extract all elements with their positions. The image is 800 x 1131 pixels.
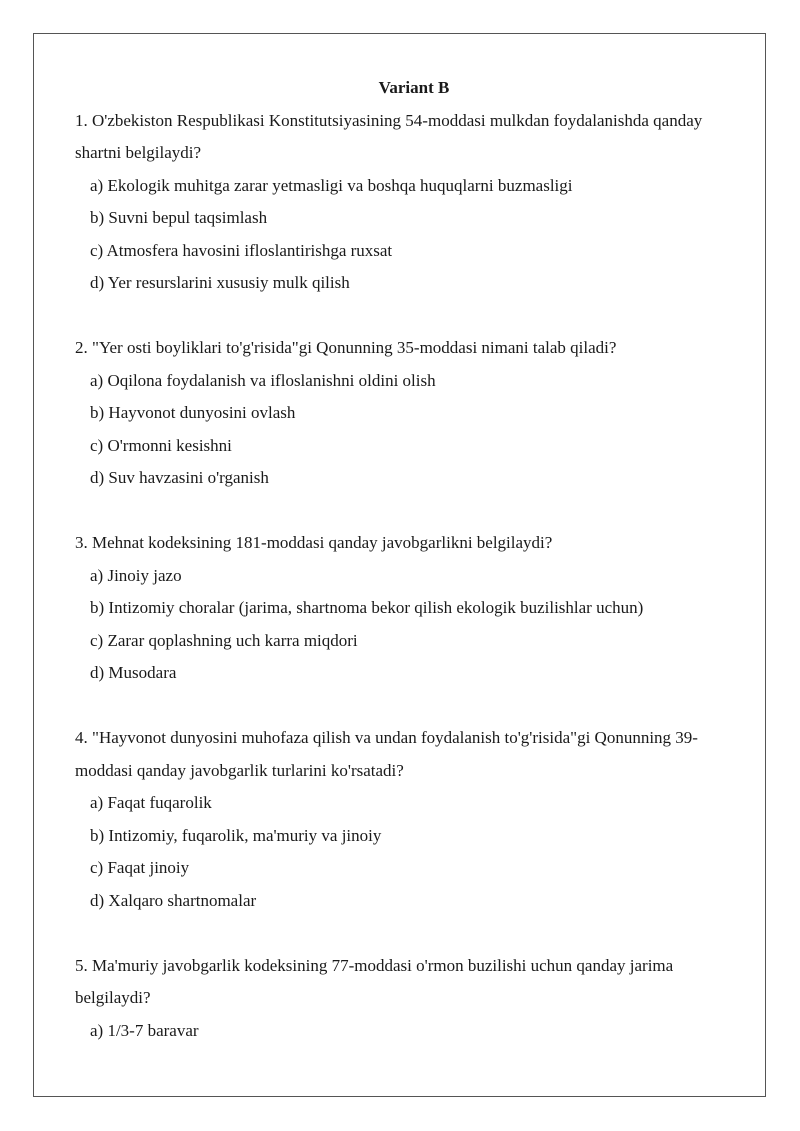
option-a: a) Faqat fuqarolik xyxy=(90,793,212,812)
options-list xyxy=(75,787,745,917)
question-2 xyxy=(75,332,745,495)
spacer xyxy=(75,495,745,528)
option-c: c) Faqat jinoiy xyxy=(90,858,190,877)
question-3 xyxy=(75,527,745,690)
option-d: d) Xalqaro shartnomalar xyxy=(90,890,257,910)
option-d: d) Musodara xyxy=(90,663,177,682)
option-a: a) 1/3-7 baravar xyxy=(90,1020,199,1040)
option-a: a) Ekologik muhitga zarar yetmasligi va boshqa huquqlarni buzmasligi xyxy=(90,175,573,195)
options-list xyxy=(75,365,745,495)
question-5 xyxy=(75,950,745,1048)
option-c: c) O'rmonni kesishni xyxy=(90,435,232,455)
question-text: 5. Ma'muriy javobgarlik kodeksining 77-moddasi o'rmon buzilishi uchun qanday jarima belgilaydi? xyxy=(75,955,674,1007)
options-list xyxy=(75,1015,745,1048)
spacer xyxy=(75,300,745,333)
option-b: b) Suvni bepul taqsimlash xyxy=(90,208,268,227)
option-b: b) Intizomiy, fuqarolik, ma'muriy va jinoiy xyxy=(90,825,382,845)
document-content xyxy=(75,72,745,1047)
spacer xyxy=(75,690,745,723)
document-title: Variant B xyxy=(378,78,450,97)
option-d: d) Suv havzasini o'rganish xyxy=(90,468,269,487)
option-c: c) Atmosfera havosini ifloslantirishga ruxsat xyxy=(90,240,393,260)
spacer xyxy=(75,917,745,950)
question-text: 1. O'zbekiston Respublikasi Konstitutsiyasining 54-moddasi mulkdan foydalanishda qanday shartni belgilaydi? xyxy=(75,110,703,162)
question-text: 3. Mehnat kodeksining 181-moddasi qanday javobgarlikni belgilaydi? xyxy=(75,533,553,552)
option-b: b) Intizomiy choralar (jarima, shartnoma bekor qilish ekologik buzilishlar uchun) xyxy=(90,598,644,617)
options-list xyxy=(75,170,745,300)
options-list xyxy=(75,560,745,690)
option-a: a) Oqilona foydalanish va ifloslanishni oldini olish xyxy=(90,370,436,390)
question-text: 4. "Hayvonot dunyosini muhofaza qilish va undan foydalanish to'g'risida"gi Qonunning 39-moddasi qanday javobgarlik turlarini ko'rsatadi? xyxy=(75,728,698,780)
option-a: a) Jinoiy jazo xyxy=(90,565,182,585)
option-c: c) Zarar qoplashning uch karra miqdori xyxy=(90,630,358,650)
question-4 xyxy=(75,722,745,917)
question-text: 2. "Yer osti boyliklari to'g'risida"gi Qonunning 35-moddasi nimani talab qiladi? xyxy=(75,338,617,357)
question-1 xyxy=(75,105,745,300)
option-b: b) Hayvonot dunyosini ovlash xyxy=(90,403,296,422)
option-d: d) Yer resurslarini xususiy mulk qilish xyxy=(90,273,350,292)
